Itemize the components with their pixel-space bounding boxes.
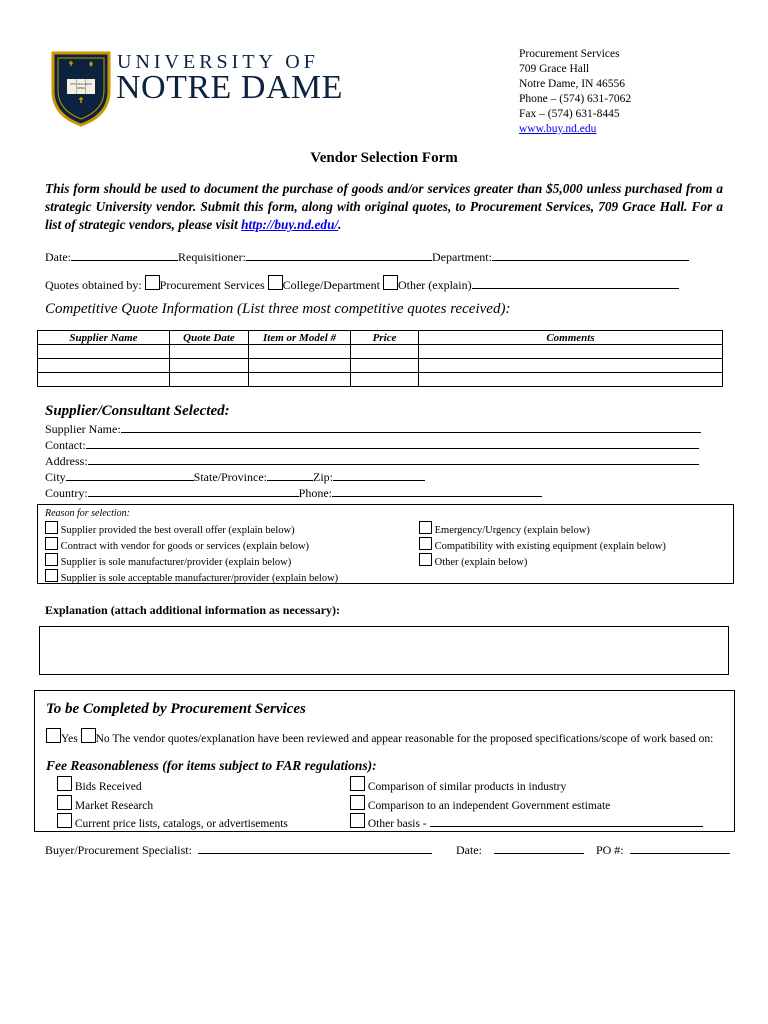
table-row xyxy=(38,373,723,387)
reason-option xyxy=(419,537,666,553)
contact-field[interactable] xyxy=(86,437,699,449)
logo-line-2: NOTRE DAME xyxy=(116,69,343,106)
column-header: Supplier Name xyxy=(38,331,170,345)
table-cell[interactable] xyxy=(419,373,723,387)
city-row xyxy=(45,469,701,485)
other-basis-checkbox[interactable] xyxy=(350,813,365,828)
requisitioner-label: Requisitioner: xyxy=(178,250,246,264)
procurement-heading: To be Completed by Procurement Services xyxy=(46,701,306,717)
fee-option xyxy=(350,813,703,832)
seal-word-2: DULCEDO xyxy=(77,82,92,86)
table-cell[interactable] xyxy=(419,345,723,359)
address-line: Procurement Services xyxy=(519,48,620,60)
city-label: City xyxy=(45,470,66,484)
signature-row xyxy=(45,842,730,858)
column-header: Price xyxy=(351,331,419,345)
compatibility-label: Compatibility with existing equipment (explain below) xyxy=(434,541,666,552)
bids-received-checkbox[interactable] xyxy=(57,776,72,791)
intro-text: This form should be used to document the purchase of goods and/or services greater than $5,000 unless purchased from a strategic University vendor. Submit this form, along with original quotes, to Procurement Services, 709 Grace Hall. For a list of strategic vendors, please visit xyxy=(45,181,723,232)
state-field[interactable] xyxy=(267,469,313,481)
phone-label: Phone: xyxy=(298,486,333,500)
other-explain-label: Other (explain) xyxy=(397,278,472,292)
yes-label: Yes xyxy=(61,733,78,745)
buyer-label: Buyer/Procurement Specialist: xyxy=(45,843,192,857)
supplier-name-label: Supplier Name: xyxy=(45,422,121,436)
seal-word-1: VITA xyxy=(70,82,77,86)
table-cell[interactable] xyxy=(170,373,249,387)
reason-right-column xyxy=(419,521,666,569)
contact-label: Contact: xyxy=(45,438,86,452)
college-department-checkbox[interactable] xyxy=(268,275,283,290)
footer-date-field[interactable] xyxy=(494,842,584,854)
address-label: Address: xyxy=(45,454,88,468)
other-explain-checkbox[interactable] xyxy=(383,275,398,290)
table-cell[interactable] xyxy=(38,345,170,359)
fee-option xyxy=(57,776,288,795)
zip-label: Zip: xyxy=(313,470,333,484)
procurement-services-checkbox[interactable] xyxy=(145,275,160,290)
contact-row xyxy=(45,437,701,453)
table-cell[interactable] xyxy=(351,359,419,373)
address-line: 709 Grace Hall xyxy=(519,63,590,75)
address-line: Phone – (574) 631-7062 xyxy=(519,93,632,105)
quote-table-header xyxy=(38,331,723,345)
intro-paragraph xyxy=(45,180,723,234)
address-field[interactable] xyxy=(88,453,699,465)
explanation-textarea[interactable] xyxy=(39,626,729,675)
supplier-selected-heading: Supplier/Consultant Selected: xyxy=(45,403,230,419)
reason-option xyxy=(45,569,338,585)
reason-left-column xyxy=(45,521,338,585)
fee-right-column xyxy=(350,776,703,832)
reason-for-selection-box xyxy=(37,504,734,584)
contract-checkbox[interactable] xyxy=(45,537,58,550)
requisitioner-field[interactable] xyxy=(246,249,432,261)
procurement-services-label: Procurement Services xyxy=(159,278,265,292)
zip-field[interactable] xyxy=(333,469,425,481)
column-header: Comments xyxy=(419,331,723,345)
table-cell[interactable] xyxy=(170,345,249,359)
date-field[interactable] xyxy=(71,249,178,261)
reason-option xyxy=(419,553,666,569)
reason-option xyxy=(419,521,666,537)
address-line: Notre Dame, IN 46556 xyxy=(519,78,626,90)
header-fields-row xyxy=(45,249,689,265)
fee-option xyxy=(57,813,288,832)
other-explain-field[interactable] xyxy=(472,277,679,289)
sole-acceptable-label: Supplier is sole acceptable manufacturer/provider (explain below) xyxy=(60,573,339,584)
other-basis-field[interactable] xyxy=(430,815,703,827)
table-row xyxy=(38,345,723,359)
bids-received-label: Bids Received xyxy=(74,781,142,793)
fee-left-column xyxy=(57,776,288,832)
procurement-section xyxy=(34,690,735,832)
fee-reasonableness-heading: Fee Reasonableness (for items subject to FAR regulations): xyxy=(46,758,377,773)
reason-option xyxy=(45,537,338,553)
column-header: Item or Model # xyxy=(249,331,351,345)
table-cell[interactable] xyxy=(419,359,723,373)
table-cell[interactable] xyxy=(351,373,419,387)
logo-line-1: UNIVERSITY OF xyxy=(117,51,319,73)
reason-option xyxy=(45,521,338,537)
intro-end: . xyxy=(338,217,342,232)
strategic-vendors-link[interactable]: http://buy.nd.edu/ xyxy=(241,217,339,232)
buyer-field[interactable] xyxy=(198,842,432,854)
seal-word-3: SPES xyxy=(76,86,85,90)
yes-checkbox[interactable] xyxy=(46,728,61,743)
country-label: Country: xyxy=(45,486,88,500)
quotes-obtained-row xyxy=(45,275,679,293)
phone-field[interactable] xyxy=(332,485,542,497)
footer-date-label: Date: xyxy=(455,843,482,857)
market-research-label: Market Research xyxy=(74,799,154,812)
price-lists-label: Current price lists, catalogs, or advertisements xyxy=(74,818,288,830)
department-field[interactable] xyxy=(492,249,689,261)
competitive-quote-heading: Competitive Quote Information (List three most competitive quotes received): xyxy=(45,301,511,317)
no-label: No xyxy=(95,733,110,745)
market-research-checkbox[interactable] xyxy=(57,795,72,810)
fee-option xyxy=(57,795,288,814)
quote-table xyxy=(37,330,723,387)
emergency-checkbox[interactable] xyxy=(419,521,432,534)
po-label: PO #: xyxy=(595,843,624,857)
form-title: Vendor Selection Form xyxy=(310,150,458,166)
other-reason-label: Other (explain below) xyxy=(434,557,528,568)
emergency-label: Emergency/Urgency (explain below) xyxy=(434,525,590,536)
similar-products-label: Comparison of similar products in industry xyxy=(367,781,567,793)
reason-label: Reason for selection: xyxy=(45,508,130,519)
po-field[interactable] xyxy=(630,842,730,854)
country-row xyxy=(45,485,701,501)
no-checkbox[interactable] xyxy=(81,728,96,743)
country-field[interactable] xyxy=(88,485,299,497)
government-estimate-label: Comparison to an independent Government estimate xyxy=(367,799,611,812)
best-offer-label: Supplier provided the best overall offer (explain below) xyxy=(60,525,295,536)
review-statement xyxy=(46,728,726,746)
website-link[interactable]: www.buy.nd.edu xyxy=(519,123,597,135)
contract-label: Contract with vendor for goods or services (explain below) xyxy=(60,541,310,552)
address-block xyxy=(519,47,631,137)
city-field[interactable] xyxy=(66,469,194,481)
other-reason-checkbox[interactable] xyxy=(419,553,432,566)
best-offer-checkbox[interactable] xyxy=(45,521,58,534)
explanation-label: Explanation (attach additional information as necessary): xyxy=(45,603,341,617)
other-basis-label: Other basis - xyxy=(367,818,427,830)
supplier-fields xyxy=(45,421,701,501)
table-cell[interactable] xyxy=(249,373,351,387)
university-logo xyxy=(50,49,350,129)
sole-acceptable-checkbox[interactable] xyxy=(45,569,58,582)
quotes-obtained-label: Quotes obtained by: xyxy=(45,278,142,292)
column-header: Quote Date xyxy=(170,331,249,345)
table-row xyxy=(38,359,723,373)
supplier-name-row xyxy=(45,421,701,437)
address-line: Fax – (574) 631-8445 xyxy=(519,108,620,120)
table-cell[interactable] xyxy=(249,359,351,373)
date-label: Date: xyxy=(45,250,71,264)
compatibility-checkbox[interactable] xyxy=(419,537,432,550)
reason-option xyxy=(45,553,338,569)
table-cell[interactable] xyxy=(170,359,249,373)
table-cell[interactable] xyxy=(249,345,351,359)
state-label: State/Province: xyxy=(193,470,267,484)
table-cell[interactable] xyxy=(38,359,170,373)
government-estimate-checkbox[interactable] xyxy=(350,795,365,810)
review-statement-text: The vendor quotes/explanation have been reviewed and appear reasonable for the proposed specifications/scope of work based on: xyxy=(112,733,714,745)
table-cell[interactable] xyxy=(38,373,170,387)
table-cell[interactable] xyxy=(351,345,419,359)
sole-manufacturer-checkbox[interactable] xyxy=(45,553,58,566)
college-department-label: College/Department xyxy=(282,278,380,292)
fee-option xyxy=(350,776,703,795)
sole-manufacturer-label: Supplier is sole manufacturer/provider (explain below) xyxy=(60,557,292,568)
price-lists-checkbox[interactable] xyxy=(57,813,72,828)
fee-option xyxy=(350,795,703,814)
department-label: Department: xyxy=(432,250,492,264)
supplier-name-field[interactable] xyxy=(121,421,701,433)
address-row xyxy=(45,453,701,469)
similar-products-checkbox[interactable] xyxy=(350,776,365,791)
seal-motto xyxy=(66,82,96,90)
